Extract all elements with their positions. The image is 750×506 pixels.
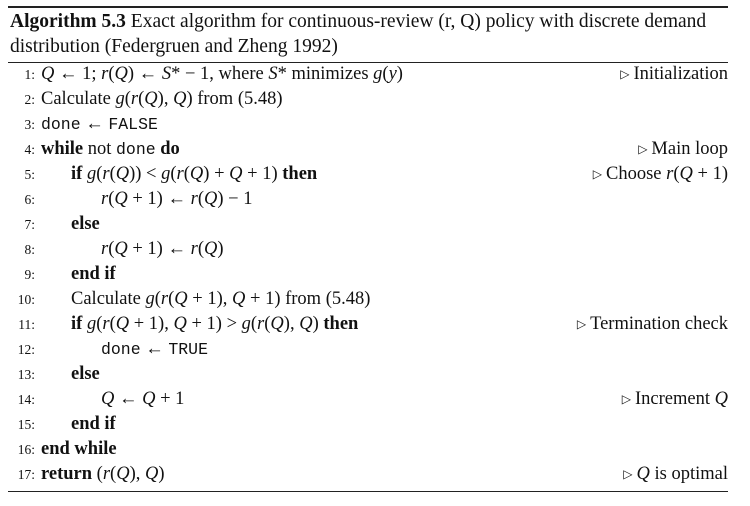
comment-triangle-icon: ▷ bbox=[623, 467, 633, 481]
line-code: else bbox=[71, 364, 100, 384]
line-code: Q ← Q + 1 bbox=[101, 389, 185, 409]
line-code: Q ← 1; r(Q) ← S* − 1, where S* minimizes g(y) bbox=[41, 64, 403, 84]
line-code: end if bbox=[71, 414, 116, 434]
line-code: Calculate g(r(Q + 1), Q + 1) from (5.48) bbox=[71, 289, 371, 309]
line-code: end while bbox=[41, 439, 117, 459]
algorithm-line bbox=[8, 87, 728, 112]
line-comment: ▷ Choose r(Q + 1) bbox=[592, 164, 728, 184]
line-number: 12: bbox=[17, 342, 35, 357]
line-comment: ▷ Initialization bbox=[620, 64, 728, 84]
line-number: 11: bbox=[18, 317, 35, 332]
algorithm-line bbox=[8, 187, 728, 212]
line-code: else bbox=[71, 214, 100, 234]
line-number: 8: bbox=[24, 242, 35, 257]
comment-triangle-icon: ▷ bbox=[621, 392, 631, 406]
bottom-rule bbox=[8, 491, 728, 492]
algorithm-line bbox=[8, 62, 728, 87]
line-number: 7: bbox=[24, 217, 35, 232]
algorithm-line bbox=[8, 162, 728, 187]
algorithm-line bbox=[8, 262, 728, 287]
line-number: 1: bbox=[24, 67, 35, 82]
line-number: 14: bbox=[17, 392, 35, 407]
algorithm-line bbox=[8, 337, 728, 362]
line-number: 6: bbox=[24, 192, 35, 207]
top-rule bbox=[8, 6, 728, 8]
line-code: if g(r(Q + 1), Q + 1) > g(r(Q), Q) then bbox=[71, 314, 359, 334]
algorithm-line bbox=[8, 437, 728, 462]
line-code: end if bbox=[71, 264, 116, 284]
line-comment: ▷ Main loop bbox=[638, 139, 728, 159]
algorithm-caption: Exact algorithm for continuous-review (r, Q) policy with discrete demand distribution (Federgruen and Zheng 1992) bbox=[10, 11, 707, 57]
line-comment: ▷ Increment Q bbox=[621, 389, 728, 409]
line-number: 9: bbox=[24, 267, 35, 282]
line-code: done ← FALSE bbox=[41, 114, 158, 134]
comment-triangle-icon: ▷ bbox=[638, 142, 648, 156]
line-code: if g(r(Q)) < g(r(Q) + Q + 1) then bbox=[71, 164, 318, 184]
line-code: return (r(Q), Q) bbox=[41, 464, 165, 484]
line-comment: ▷ Termination check bbox=[576, 314, 728, 334]
algorithm-line bbox=[8, 312, 728, 337]
line-number: 3: bbox=[24, 117, 35, 132]
line-code: done ← TRUE bbox=[101, 339, 208, 359]
algorithm-line bbox=[8, 137, 728, 162]
line-comment: ▷ Q is optimal bbox=[623, 464, 728, 484]
line-number: 15: bbox=[17, 417, 35, 432]
algorithm-line bbox=[8, 387, 728, 412]
algorithm-line bbox=[8, 362, 728, 387]
line-code: r(Q + 1) ← r(Q) bbox=[101, 239, 224, 259]
algorithm-line bbox=[8, 287, 728, 312]
line-number: 4: bbox=[24, 142, 35, 157]
line-number: 17: bbox=[17, 467, 35, 482]
algorithm-line bbox=[8, 112, 728, 137]
line-number: 2: bbox=[24, 92, 35, 107]
comment-triangle-icon: ▷ bbox=[620, 67, 630, 81]
algorithm-line bbox=[8, 237, 728, 262]
line-number: 16: bbox=[17, 442, 35, 457]
algorithm-line bbox=[8, 212, 728, 237]
line-code: while not done do bbox=[41, 139, 180, 159]
algorithm-line bbox=[8, 412, 728, 437]
line-number: 10: bbox=[17, 292, 35, 307]
line-code: Calculate g(r(Q), Q) from (5.48) bbox=[41, 89, 283, 109]
line-number: 5: bbox=[24, 167, 35, 182]
line-number: 13: bbox=[17, 367, 35, 382]
algorithm-label: Algorithm 5.3 bbox=[10, 11, 126, 32]
algorithm-header bbox=[10, 9, 726, 59]
comment-triangle-icon: ▷ bbox=[576, 317, 587, 331]
algorithm-line bbox=[8, 462, 728, 487]
line-code: r(Q + 1) ← r(Q) − 1 bbox=[101, 189, 253, 209]
comment-triangle-icon: ▷ bbox=[592, 167, 603, 181]
